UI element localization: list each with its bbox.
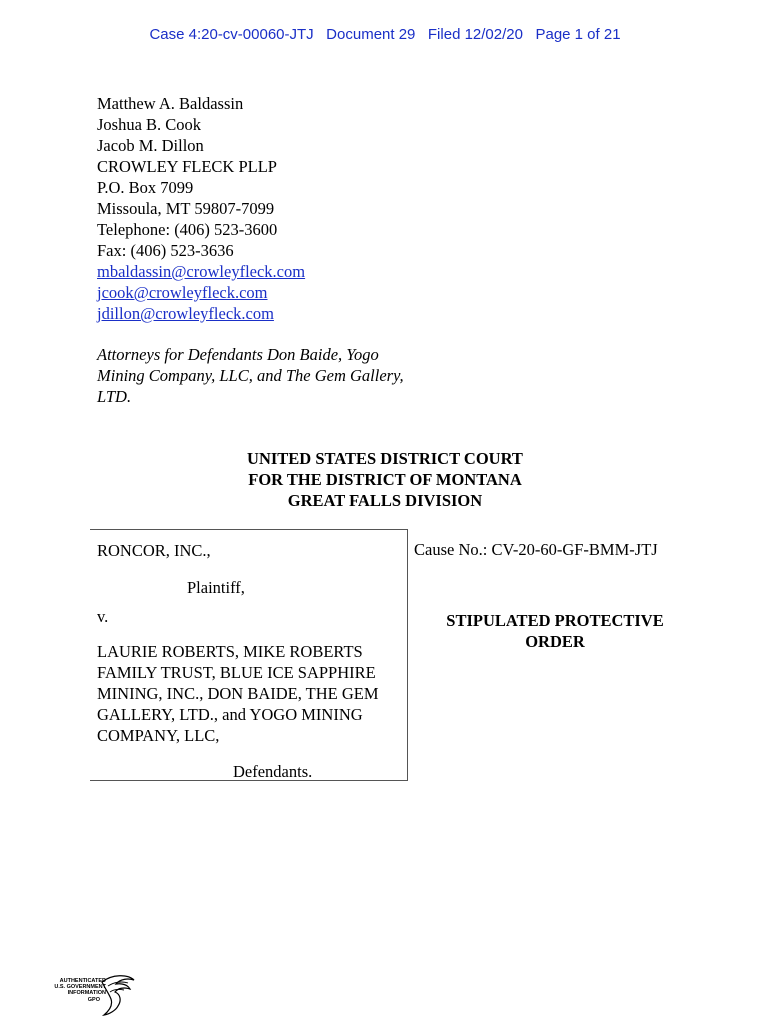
seal-text [44,978,106,1003]
seal-line: U.S. GOVERNMENT [54,984,106,991]
attorney-name: Joshua B. Cook [97,115,202,134]
seal-line: GPO [87,996,100,1003]
defendants-line: GALLERY, LTD., and YOGO MINING [97,705,363,724]
plaintiff-label: Plaintiff, [187,578,245,597]
firm-name: CROWLEY FLECK PLLP [97,157,277,176]
email-link[interactable]: jcook@crowleyfleck.com [97,283,268,302]
eagle-icon [98,972,138,1016]
gpo-seal [44,972,134,1016]
court-division: GREAT FALLS DIVISION [287,491,483,510]
defendants-line: MINING, INC., DON BAIDE, THE GEM [97,684,379,703]
court-heading [0,448,770,511]
defendants-line: FAMILY TRUST, BLUE ICE SAPPHIRE [97,663,376,682]
court-name: UNITED STATES DISTRICT COURT [247,449,523,468]
telephone: Telephone: (406) 523-3600 [97,220,278,239]
defendants-line: LAURIE ROBERTS, MIKE ROBERTS [97,642,363,661]
court-district: FOR THE DISTRICT OF MONTANA [248,470,522,489]
email-link[interactable]: mbaldassin@crowleyfleck.com [97,262,306,281]
seal-line: AUTHENTICATED [59,978,106,984]
defendants-names [97,641,407,746]
attorneys-for: Attorneys for Defendants Don Baide, Yogo Mining Company, LLC, and The Gem Gallery, LTD. [97,345,404,406]
case-header: Case 4:20-cv-00060-JTJ Document 29 Filed 12/02/20 Page 1 of 21 [149,26,621,43]
defendants-label: Defendants. [233,762,313,781]
email-link[interactable]: jdillon@crowleyfleck.com [97,304,274,323]
attorney-name: Jacob M. Dillon [97,136,204,155]
attorney-name: Matthew A. Baldassin [97,94,244,113]
plaintiff-name: RONCOR, INC., [97,541,211,560]
fax: Fax: (406) 523-3636 [97,241,234,260]
title-line: ORDER [525,632,585,651]
document-title [420,610,690,652]
cause-number: Cause No.: CV-20-60-GF-BMM-JTJ [414,540,658,559]
seal-line: INFORMATION [67,990,106,997]
defendants-line: COMPANY, LLC, [97,726,220,745]
title-line: STIPULATED PROTECTIVE [446,611,664,630]
address-line: P.O. Box 7099 [97,178,194,197]
versus: v. [97,607,109,626]
address-line: Missoula, MT 59807-7099 [97,199,275,218]
counsel-block [97,93,305,324]
